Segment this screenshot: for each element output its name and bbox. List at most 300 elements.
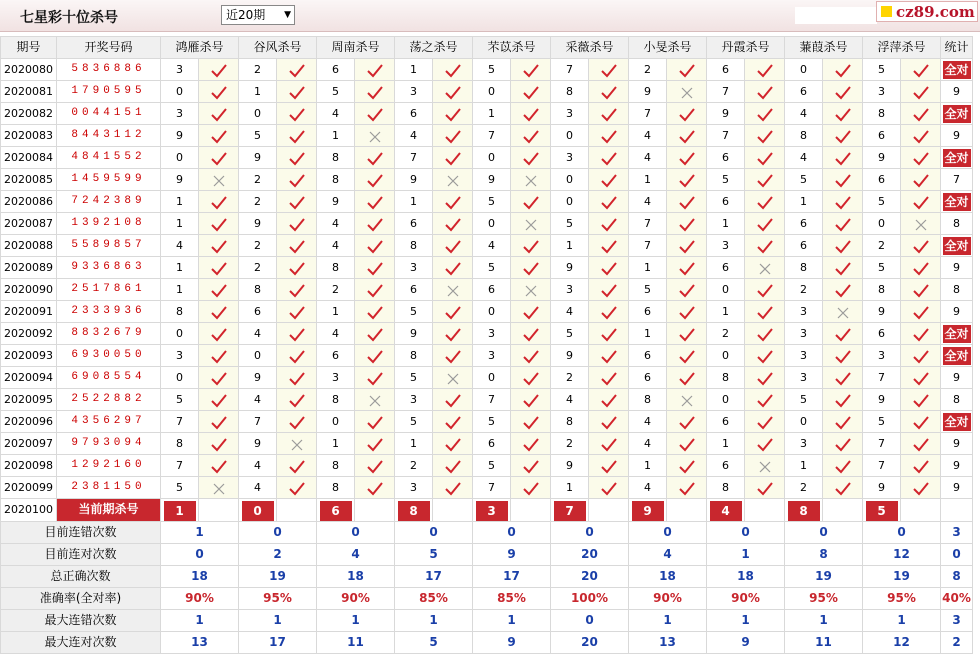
kill-value: 1 — [707, 433, 745, 455]
col-expert[interactable]: 周南杀号 — [317, 37, 395, 59]
kill-value: 5 — [395, 301, 433, 323]
summary-value: 1 — [629, 609, 707, 631]
kill-value: 3 — [863, 345, 901, 367]
numbers-cell: 6908554 — [57, 367, 161, 389]
kill-value: 8 — [161, 433, 199, 455]
kill-value: 2 — [785, 477, 823, 499]
numbers-cell: 1292160 — [57, 455, 161, 477]
stat-cell: 7 — [941, 169, 973, 191]
summary-label: 目前连对次数 — [1, 543, 161, 565]
check-icon — [355, 323, 395, 345]
kill-value: 6 — [629, 345, 667, 367]
check-icon — [433, 301, 473, 323]
kill-value: 6 — [863, 169, 901, 191]
check-icon — [511, 125, 551, 147]
check-icon — [277, 125, 317, 147]
kill-value: 3 — [395, 81, 433, 103]
issue-cell: 2020090 — [1, 279, 57, 301]
check-icon — [901, 477, 941, 499]
check-icon — [355, 81, 395, 103]
kill-value: 4 — [161, 235, 199, 257]
check-icon — [199, 433, 239, 455]
kill-value: 0 — [707, 389, 745, 411]
table-row — [1, 345, 973, 367]
check-icon — [355, 301, 395, 323]
summary-value: 17 — [473, 565, 551, 587]
numbers-cell: 1459599 — [57, 169, 161, 191]
stat-cell — [941, 411, 973, 433]
kill-value: 0 — [863, 213, 901, 235]
all-right-badge: 全对 — [944, 63, 969, 77]
summary-value: 11 — [317, 631, 395, 653]
table-row — [1, 81, 973, 103]
numbers-cell: 2333936 — [57, 301, 161, 323]
cross-icon — [355, 389, 395, 411]
current-kill-spacer — [355, 499, 395, 522]
kill-value: 5 — [785, 389, 823, 411]
check-icon — [667, 367, 707, 389]
summary-value: 12 — [863, 631, 941, 653]
stat-cell: 9 — [941, 301, 973, 323]
stat-cell — [941, 103, 973, 125]
check-icon — [277, 103, 317, 125]
kill-value: 1 — [629, 169, 667, 191]
check-icon — [901, 191, 941, 213]
kill-value: 1 — [551, 477, 589, 499]
all-right-badge: 全对 — [944, 239, 969, 253]
kill-value: 3 — [707, 235, 745, 257]
check-icon — [667, 301, 707, 323]
summary-value: 0 — [317, 521, 395, 543]
check-icon — [901, 169, 941, 191]
summary-row — [1, 543, 973, 565]
kill-value: 3 — [551, 103, 589, 125]
kill-value: 3 — [785, 323, 823, 345]
kill-value: 0 — [707, 345, 745, 367]
kill-value: 4 — [317, 103, 355, 125]
cross-icon — [433, 169, 473, 191]
summary-value: 4 — [629, 543, 707, 565]
kill-value: 1 — [551, 235, 589, 257]
col-expert[interactable]: 丹霞杀号 — [707, 37, 785, 59]
check-icon — [433, 235, 473, 257]
summary-label: 最大连错次数 — [1, 609, 161, 631]
check-icon — [667, 169, 707, 191]
check-icon — [745, 81, 785, 103]
kill-value: 4 — [317, 213, 355, 235]
summary-value: 12 — [863, 543, 941, 565]
kill-value: 1 — [707, 213, 745, 235]
check-icon — [667, 103, 707, 125]
check-icon — [277, 59, 317, 81]
kill-value: 4 — [629, 411, 667, 433]
all-right-badge: 全对 — [944, 107, 969, 121]
check-icon — [589, 411, 629, 433]
kill-value: 3 — [473, 323, 511, 345]
summary-value: 95% — [863, 587, 941, 609]
issue-cell: 2020089 — [1, 257, 57, 279]
check-icon — [823, 191, 863, 213]
kill-value: 6 — [863, 323, 901, 345]
col-expert[interactable]: 浮萍杀号 — [863, 37, 941, 59]
col-issue: 期号 — [1, 37, 57, 59]
summary-value: 0 — [239, 521, 317, 543]
check-icon — [433, 147, 473, 169]
check-icon — [667, 455, 707, 477]
cross-icon — [667, 81, 707, 103]
summary-value: 13 — [161, 631, 239, 653]
kill-value: 2 — [239, 169, 277, 191]
kill-value: 2 — [707, 323, 745, 345]
check-icon — [823, 433, 863, 455]
summary-value: 90% — [707, 587, 785, 609]
col-expert[interactable]: 谷风杀号 — [239, 37, 317, 59]
kill-value: 8 — [863, 279, 901, 301]
kill-value: 6 — [395, 103, 433, 125]
kill-value: 2 — [551, 367, 589, 389]
kill-value: 8 — [551, 81, 589, 103]
kill-value: 1 — [317, 125, 355, 147]
kill-value: 0 — [161, 367, 199, 389]
summary-value: 1 — [707, 543, 785, 565]
col-expert[interactable]: 蒹葭杀号 — [785, 37, 863, 59]
check-icon — [199, 279, 239, 301]
summary-value: 0 — [863, 521, 941, 543]
kill-value: 0 — [473, 81, 511, 103]
check-icon — [901, 257, 941, 279]
check-icon — [823, 81, 863, 103]
kill-value: 1 — [161, 191, 199, 213]
summary-row — [1, 609, 973, 631]
check-icon — [511, 345, 551, 367]
kill-value: 0 — [317, 411, 355, 433]
summary-value: 19 — [863, 565, 941, 587]
col-expert[interactable]: 荡之杀号 — [395, 37, 473, 59]
check-icon — [199, 59, 239, 81]
check-icon — [589, 323, 629, 345]
summary-value: 90% — [317, 587, 395, 609]
stat-cell — [941, 147, 973, 169]
kill-value: 5 — [551, 213, 589, 235]
table-row — [1, 323, 973, 345]
check-icon — [355, 411, 395, 433]
check-icon — [277, 455, 317, 477]
summary-value: 1 — [317, 609, 395, 631]
check-icon — [199, 81, 239, 103]
table-row — [1, 279, 973, 301]
check-icon — [355, 455, 395, 477]
summary-value: 8 — [785, 543, 863, 565]
kill-value: 0 — [161, 323, 199, 345]
summary-stat: 2 — [941, 631, 973, 653]
check-icon — [589, 81, 629, 103]
current-stat — [941, 499, 973, 522]
stat-cell: 9 — [941, 81, 973, 103]
kill-value: 1 — [317, 301, 355, 323]
check-icon — [199, 389, 239, 411]
check-icon — [589, 279, 629, 301]
summary-value: 20 — [551, 543, 629, 565]
kill-value: 5 — [707, 169, 745, 191]
check-icon — [277, 169, 317, 191]
kill-value: 9 — [551, 455, 589, 477]
kill-value: 6 — [863, 125, 901, 147]
kill-value: 0 — [239, 345, 277, 367]
check-icon — [355, 235, 395, 257]
summary-row — [1, 631, 973, 653]
check-icon — [667, 147, 707, 169]
summary-value: 9 — [707, 631, 785, 653]
kill-value: 9 — [629, 81, 667, 103]
check-icon — [745, 235, 785, 257]
summary-value: 1 — [707, 609, 785, 631]
summary-value: 0 — [551, 521, 629, 543]
kill-value: 6 — [395, 213, 433, 235]
issue-cell: 2020094 — [1, 367, 57, 389]
summary-value: 90% — [161, 587, 239, 609]
numbers-cell: 9336863 — [57, 257, 161, 279]
check-icon — [823, 59, 863, 81]
kill-value: 2 — [629, 59, 667, 81]
check-icon — [277, 411, 317, 433]
issue-cell: 2020097 — [1, 433, 57, 455]
check-icon — [277, 191, 317, 213]
check-icon — [511, 477, 551, 499]
check-icon — [745, 125, 785, 147]
summary-row — [1, 587, 973, 609]
kill-value: 8 — [317, 169, 355, 191]
stat-cell: 9 — [941, 367, 973, 389]
check-icon — [199, 345, 239, 367]
check-icon — [433, 345, 473, 367]
stat-cell: 9 — [941, 477, 973, 499]
numbers-cell: 2381150 — [57, 477, 161, 499]
summary-value: 1 — [473, 609, 551, 631]
kill-value: 8 — [317, 455, 355, 477]
check-icon — [277, 147, 317, 169]
check-icon — [511, 235, 551, 257]
check-icon — [667, 191, 707, 213]
issue-cell: 2020099 — [1, 477, 57, 499]
check-icon — [745, 59, 785, 81]
kill-value: 7 — [473, 389, 511, 411]
kill-value: 1 — [161, 279, 199, 301]
summary-value: 0 — [785, 521, 863, 543]
kill-value: 5 — [161, 389, 199, 411]
kill-value: 9 — [395, 169, 433, 191]
kill-value: 9 — [551, 345, 589, 367]
check-icon — [433, 477, 473, 499]
summary-value: 0 — [629, 521, 707, 543]
stat-cell: 9 — [941, 125, 973, 147]
check-icon — [511, 147, 551, 169]
check-icon — [901, 367, 941, 389]
kill-value: 7 — [161, 455, 199, 477]
check-icon — [745, 411, 785, 433]
summary-value: 0 — [161, 543, 239, 565]
summary-value: 19 — [785, 565, 863, 587]
check-icon — [589, 301, 629, 323]
check-icon — [745, 433, 785, 455]
summary-value: 1 — [785, 609, 863, 631]
current-kill-spacer — [277, 499, 317, 522]
kill-value: 5 — [863, 411, 901, 433]
check-icon — [745, 147, 785, 169]
kill-value: 6 — [707, 147, 745, 169]
check-icon — [823, 411, 863, 433]
kill-value: 5 — [629, 279, 667, 301]
check-icon — [277, 477, 317, 499]
kill-value: 5 — [239, 125, 277, 147]
check-icon — [511, 455, 551, 477]
all-right-badge: 全对 — [944, 349, 969, 363]
kill-value: 8 — [785, 257, 823, 279]
issue-cell: 2020085 — [1, 169, 57, 191]
kill-value: 9 — [863, 477, 901, 499]
kill-value: 1 — [629, 323, 667, 345]
kill-value: 4 — [629, 147, 667, 169]
check-icon — [589, 213, 629, 235]
summary-value: 5 — [395, 631, 473, 653]
numbers-cell: 4841552 — [57, 147, 161, 169]
check-icon — [199, 323, 239, 345]
kill-value: 5 — [551, 323, 589, 345]
stat-cell — [941, 345, 973, 367]
kill-value: 8 — [239, 279, 277, 301]
kill-value: 4 — [473, 235, 511, 257]
numbers-cell: 8443112 — [57, 125, 161, 147]
kill-value: 1 — [707, 301, 745, 323]
kill-value: 5 — [473, 411, 511, 433]
summary-value: 17 — [239, 631, 317, 653]
summary-value: 0 — [707, 521, 785, 543]
current-kill-cell — [317, 499, 355, 522]
stat-cell: 9 — [941, 257, 973, 279]
kill-value: 8 — [629, 389, 667, 411]
kill-value: 3 — [161, 103, 199, 125]
kill-value: 6 — [707, 455, 745, 477]
check-icon — [199, 125, 239, 147]
issue-cell: 2020086 — [1, 191, 57, 213]
current-kill-spacer — [589, 499, 629, 522]
summary-value: 11 — [785, 631, 863, 653]
summary-value: 0 — [473, 521, 551, 543]
kill-value: 8 — [395, 235, 433, 257]
check-icon — [433, 455, 473, 477]
check-icon — [823, 147, 863, 169]
check-icon — [433, 411, 473, 433]
check-icon — [511, 59, 551, 81]
summary-value: 1 — [161, 521, 239, 543]
numbers-cell: 8832679 — [57, 323, 161, 345]
current-kill-cell — [395, 499, 433, 522]
kill-value: 0 — [551, 191, 589, 213]
numbers-cell: 5589857 — [57, 235, 161, 257]
col-numbers: 开奖号码 — [57, 37, 161, 59]
summary-value: 9 — [473, 631, 551, 653]
period-select[interactable] — [221, 5, 295, 25]
numbers-cell: 2522882 — [57, 389, 161, 411]
check-icon — [667, 125, 707, 147]
current-kill-spacer — [823, 499, 863, 522]
numbers-cell: 1392108 — [57, 213, 161, 235]
kill-value: 7 — [161, 411, 199, 433]
table-row — [1, 103, 973, 125]
check-icon — [745, 345, 785, 367]
kill-value: 0 — [473, 367, 511, 389]
kill-value: 3 — [473, 345, 511, 367]
issue-cell: 2020095 — [1, 389, 57, 411]
check-icon — [745, 367, 785, 389]
issue-cell: 2020080 — [1, 59, 57, 81]
table-row — [1, 257, 973, 279]
check-icon — [433, 433, 473, 455]
check-icon — [199, 147, 239, 169]
kill-value: 0 — [551, 125, 589, 147]
check-icon — [277, 345, 317, 367]
kill-value: 3 — [395, 389, 433, 411]
check-icon — [433, 389, 473, 411]
check-icon — [511, 301, 551, 323]
check-icon — [433, 59, 473, 81]
kill-value: 9 — [161, 125, 199, 147]
current-kill-badge: 8 — [788, 501, 820, 521]
col-expert[interactable]: 采薇杀号 — [551, 37, 629, 59]
check-icon — [823, 345, 863, 367]
current-kill-spacer — [199, 499, 239, 522]
kill-value: 3 — [551, 279, 589, 301]
kill-value: 3 — [395, 257, 433, 279]
kill-value: 9 — [239, 367, 277, 389]
kill-value: 2 — [239, 235, 277, 257]
col-expert[interactable]: 小旻杀号 — [629, 37, 707, 59]
search-input[interactable] — [795, 7, 877, 24]
check-icon — [511, 411, 551, 433]
stat-cell: 9 — [941, 433, 973, 455]
kill-value: 5 — [161, 477, 199, 499]
check-icon — [745, 389, 785, 411]
kill-value: 9 — [317, 191, 355, 213]
summary-value: 2 — [239, 543, 317, 565]
issue-cell: 2020084 — [1, 147, 57, 169]
check-icon — [667, 279, 707, 301]
kill-number-table — [0, 36, 973, 654]
check-icon — [667, 411, 707, 433]
kill-value: 7 — [395, 147, 433, 169]
kill-value: 9 — [239, 433, 277, 455]
summary-value: 1 — [239, 609, 317, 631]
current-kill-cell — [239, 499, 277, 522]
col-expert[interactable]: 芣苡杀号 — [473, 37, 551, 59]
brand-logo[interactable] — [876, 1, 978, 22]
check-icon — [277, 235, 317, 257]
current-kill-cell — [707, 499, 745, 522]
summary-stat: 3 — [941, 521, 973, 543]
stat-cell: 8 — [941, 279, 973, 301]
current-kill-badge: 5 — [866, 501, 898, 521]
check-icon — [823, 213, 863, 235]
summary-value: 0 — [551, 609, 629, 631]
current-kill-spacer — [901, 499, 941, 522]
kill-value: 5 — [863, 59, 901, 81]
check-icon — [901, 147, 941, 169]
summary-value: 5 — [395, 543, 473, 565]
kill-value: 2 — [239, 257, 277, 279]
kill-value: 5 — [863, 257, 901, 279]
col-expert[interactable]: 鸿雁杀号 — [161, 37, 239, 59]
kill-value: 7 — [551, 59, 589, 81]
check-icon — [901, 433, 941, 455]
